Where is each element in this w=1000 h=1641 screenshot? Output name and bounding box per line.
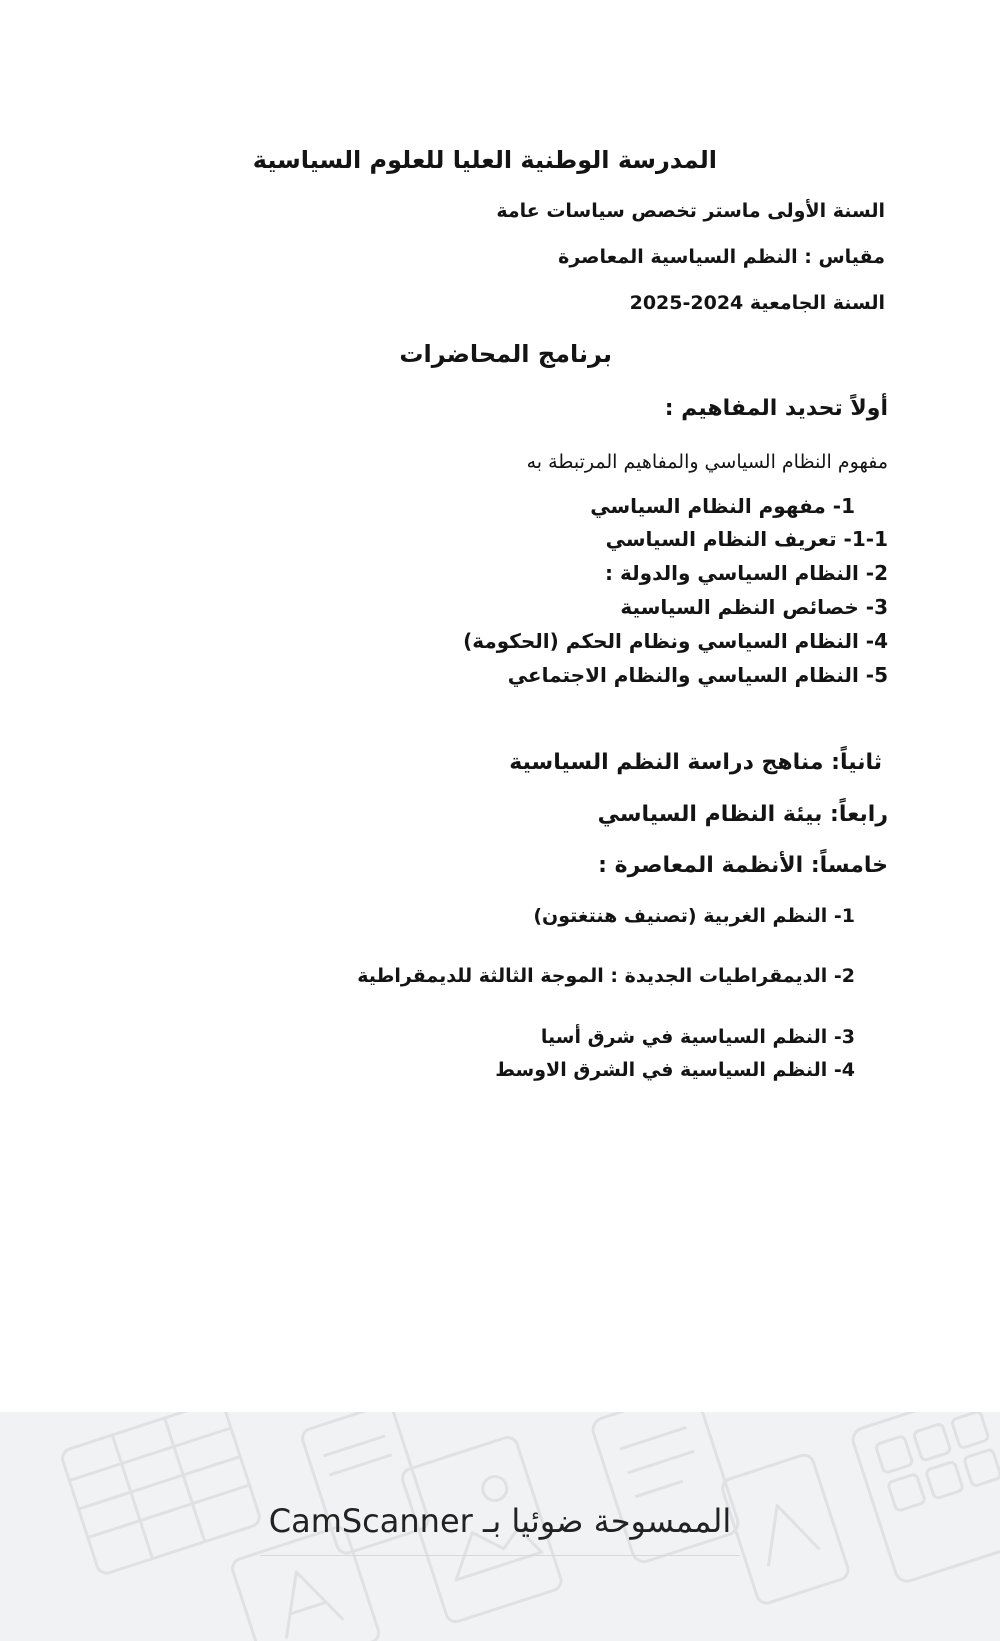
camscanner-label: الممسوحة ضوئيا بـ CamScanner bbox=[268, 1502, 732, 1540]
section1-item: 5- النظام السياسي والنظام الاجتماعي bbox=[507, 663, 888, 687]
section4-heading: رابعاً: بيئة النظام السياسي bbox=[597, 802, 888, 827]
module-label: مقياس : النظم السياسية المعاصرة bbox=[558, 246, 885, 268]
year-label: السنة الأولى ماستر تخصص سياسات عامة bbox=[496, 200, 885, 222]
section1-item: 1- مفهوم النظام السياسي bbox=[590, 494, 855, 518]
section5-item: 4- النظم السياسية في الشرق الاوسط bbox=[495, 1059, 855, 1081]
section5-item: 1- النظم الغربية (تصنيف هنتغتون) bbox=[533, 905, 855, 927]
section1-heading: أولاً تحديد المفاهيم : bbox=[664, 396, 888, 421]
section1-item: 2- النظام السياسي والدولة : bbox=[605, 561, 888, 585]
document-title: المدرسة الوطنية العليا للعلوم السياسية bbox=[252, 146, 717, 174]
section5-item: 2- الديمقراطيات الجديدة : الموجة الثالثة للديمقراطية bbox=[357, 965, 855, 987]
academic-year: السنة الجامعية 2024-2025 bbox=[629, 292, 885, 314]
section1-item: 4- النظام السياسي ونظام الحكم (الحكومة) bbox=[463, 629, 888, 653]
section1-item: 3- خصائص النظم السياسية bbox=[620, 595, 888, 619]
section5-item: 3- النظم السياسية في شرق أسيا bbox=[540, 1026, 855, 1048]
section1-item: 1-1- تعريف النظام السياسي bbox=[605, 527, 888, 551]
section2-heading: ثانياً: مناهج دراسة النظم السياسية bbox=[509, 750, 882, 775]
section5-heading: خامساً: الأنظمة المعاصرة : bbox=[598, 853, 888, 878]
program-title: برنامج المحاضرات bbox=[399, 340, 612, 368]
section1-intro: مفهوم النظام السياسي والمفاهيم المرتبطة به bbox=[526, 451, 888, 473]
footer-divider bbox=[260, 1555, 740, 1556]
